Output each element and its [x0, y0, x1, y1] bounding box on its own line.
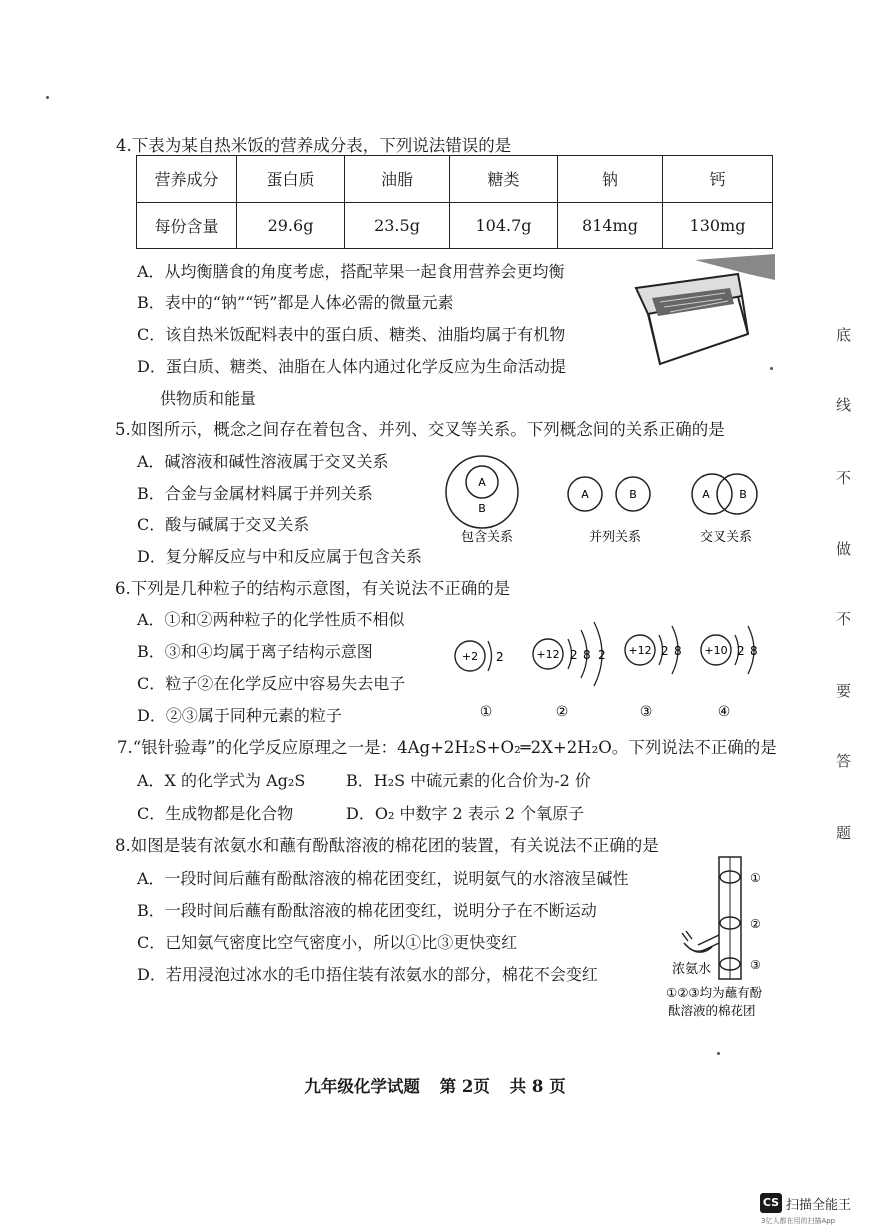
particle-label: ②: [555, 704, 569, 720]
q7-option-d: D．O₂ 中数字 2 表示 2 个氧原子: [346, 804, 585, 823]
q8-option-d: D．若用浸泡过冰水的毛巾捂住装有浓氨水的部分，棉花不会变红: [137, 965, 598, 984]
q8-option-a: A．一段时间后蘸有酚酞溶液的棉花团变红，说明氨气的水溶液呈碱性: [137, 869, 629, 888]
particle-4-diagram: [701, 626, 758, 720]
q4-option-a: A．从均衡膳食的角度考虑，搭配苹果一起食用营养会更均衡: [137, 262, 565, 281]
q4-option-c: C．该自热米饭配料表中的蛋白质、糖类、油脂均属于有机物: [137, 325, 566, 344]
table-cell: 814mg: [558, 202, 663, 249]
margin-char: 要: [836, 682, 852, 700]
camscanner-logo-icon: CS: [760, 1193, 782, 1213]
ammonia-label: 浓氨水: [672, 962, 712, 977]
table-header-cell: 营养成分: [137, 156, 237, 203]
table-header-cell: 钠: [558, 156, 663, 203]
margin-char: 题: [836, 824, 852, 842]
q6-option-d: D．②③属于同种元素的粒子: [137, 706, 342, 725]
cotton-mark-2: ②: [750, 917, 761, 931]
q7-option-a: A．X 的化学式为 Ag₂S: [137, 771, 306, 790]
set-b-label: B: [739, 488, 747, 501]
q5-option-a: A．碱溶液和碱性溶液属于交叉关系: [137, 452, 389, 471]
question-7-stem: 7.“银针验毒”的化学反应原理之一是：4Ag+2H₂S+O₂═2X+2H₂O。下列说法不正确的是: [117, 738, 777, 757]
set-b-label: B: [478, 502, 486, 515]
cotton-mark-3: ③: [750, 958, 761, 972]
electron-count: 2: [598, 648, 606, 662]
q5-option-d: D．复分解反应与中和反应属于包含关系: [137, 547, 422, 566]
q4-option-b: B．表中的“钠”“钙”都是人体必需的微量元素: [137, 293, 454, 312]
q4-option-d-continued: 供物质和能量: [160, 389, 257, 408]
q6-option-a: A．①和②两种粒子的化学性质不相似: [137, 610, 405, 629]
nucleus-charge: +12: [628, 644, 652, 657]
rice-box-illustration: [630, 252, 775, 367]
table-cell: 104.7g: [450, 202, 558, 249]
nucleus-charge: +12: [536, 648, 560, 661]
nucleus-charge: +2: [461, 650, 479, 663]
question-8-stem: 8.如图是装有浓氨水和蘸有酚酞溶液的棉花团的装置，有关说法不正确的是: [115, 836, 659, 855]
q6-option-c: C．粒子②在化学反应中容易失去电子: [137, 674, 406, 693]
table-cell: 29.6g: [237, 202, 345, 249]
intersection-relation-figure: [692, 474, 757, 545]
question-6-stem: 6.下列是几种粒子的结构示意图，有关说法不正确的是: [115, 579, 511, 598]
figure-caption-line-2: 酞溶液的棉花团: [668, 1003, 756, 1018]
page-footer: [0, 1073, 870, 1097]
q5-option-c: C．酸与碱属于交叉关系: [137, 515, 310, 534]
margin-char: 不: [836, 469, 852, 487]
cotton-mark-1: ①: [750, 871, 761, 885]
footer-total-pages: 共 8 页: [509, 1077, 566, 1096]
nutrition-table: [136, 155, 773, 249]
scan-speck: [717, 1052, 720, 1055]
table-header-cell: 油脂: [345, 156, 450, 203]
electron-count: 2: [737, 644, 745, 658]
question-4-stem: 4.下表为某自热米饭的营养成分表，下列说法错误的是: [116, 136, 512, 155]
parallel-relation-figure: [568, 477, 650, 545]
figure-caption-line-1: ①②③均为蘸有酚: [666, 985, 763, 1000]
q5-option-b: B．合金与金属材料属于并列关系: [137, 484, 373, 503]
electron-count: 2: [570, 648, 578, 662]
electron-count: 8: [750, 644, 758, 658]
table-cell: 每份含量: [137, 202, 237, 249]
intersection-label: 交叉关系: [699, 530, 753, 545]
electron-count: 2: [661, 644, 669, 658]
electron-count: 2: [496, 650, 504, 664]
table-header-cell: 糖类: [450, 156, 558, 203]
set-a-label: A: [581, 488, 589, 501]
footer-page-number: 第 2页: [439, 1077, 490, 1096]
margin-char: 底: [836, 326, 852, 344]
camscanner-tagline: 3亿人都在用的扫描App: [761, 1217, 836, 1225]
table-header-cell: 蛋白质: [237, 156, 345, 203]
particle-label: ④: [717, 704, 731, 720]
margin-char: 做: [836, 540, 852, 558]
particle-label: ③: [639, 704, 653, 720]
table-cell: 23.5g: [345, 202, 450, 249]
table-row: [137, 202, 773, 249]
electron-count: 8: [674, 644, 682, 658]
set-a-label: A: [478, 476, 486, 489]
q8-option-c: C．已知氨气密度比空气密度小，所以①比③更快变红: [137, 933, 518, 952]
particle-1-diagram: [455, 641, 504, 720]
parallel-label: 并列关系: [588, 530, 642, 545]
particle-label: ①: [479, 704, 493, 720]
table-header-row: [137, 156, 773, 203]
margin-char: 答: [836, 752, 852, 770]
particle-2-diagram: [533, 622, 606, 720]
question-5-stem: 5.如图所示，概念之间存在着包含、并列、交叉等关系。下列概念间的关系正确的是: [115, 420, 725, 439]
particle-3-diagram: [625, 626, 682, 720]
camscanner-name: 扫描全能王: [786, 1198, 852, 1213]
inclusion-relation-figure: [446, 456, 518, 545]
scan-speck: [46, 96, 49, 99]
scan-speck: [770, 367, 773, 370]
footer-title: 九年级化学试题: [304, 1077, 420, 1096]
set-b-label: B: [629, 488, 637, 501]
table-cell: 130mg: [663, 202, 773, 249]
ammonia-diffusion-apparatus: [660, 855, 795, 1020]
inclusion-label: 包含关系: [460, 530, 514, 545]
q7-option-c: C．生成物都是化合物: [137, 804, 294, 823]
q6-option-b: B．③和④均属于离子结构示意图: [137, 642, 373, 661]
q4-option-d: D．蛋白质、糖类、油脂在人体内通过化学反应为生命活动提: [137, 357, 566, 376]
table-header-cell: 钙: [663, 156, 773, 203]
q8-option-b: B．一段时间后蘸有酚酞溶液的棉花团变红，说明分子在不断运动: [137, 901, 597, 920]
particle-structure-diagrams: [448, 610, 778, 725]
electron-count: 8: [583, 648, 591, 662]
margin-char: 不: [836, 610, 852, 628]
q7-option-b: B．H₂S 中硫元素的化合价为-2 价: [346, 771, 591, 790]
nucleus-charge: +10: [704, 644, 728, 657]
concept-relation-diagram: [440, 450, 780, 550]
set-a-label: A: [702, 488, 710, 501]
margin-char: 线: [836, 396, 852, 414]
